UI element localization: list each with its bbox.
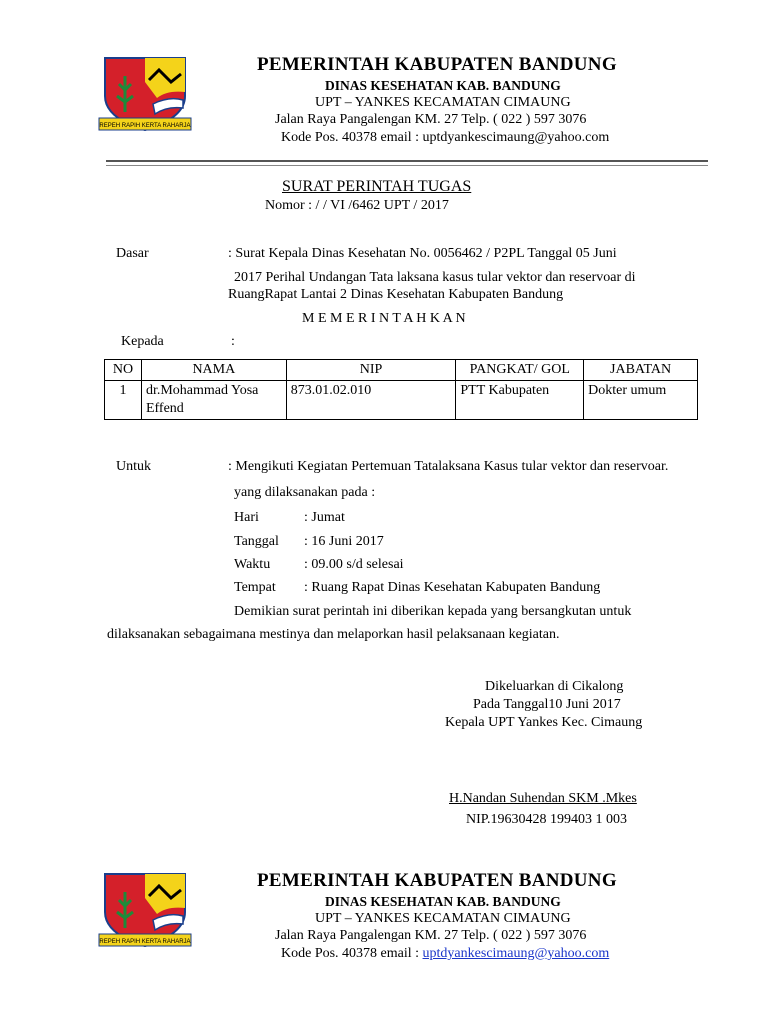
department-name: DINAS KESEHATAN KAB. BANDUNG — [325, 894, 561, 909]
signer-nip: NIP.19630428 199403 1 003 — [466, 812, 628, 827]
cell-nip: 873.01.02.010 — [286, 381, 456, 420]
header-no: NO — [105, 360, 142, 381]
postal-email-line — [281, 946, 609, 962]
closing-line-2: dilaksanakan sebagaimana mestinya dan melaporkan hasil pelaksanaan kegiatan. — [107, 627, 560, 642]
bandung-regency-emblem — [97, 52, 193, 134]
time-value: : 09.00 s/d selesai — [304, 557, 404, 572]
email-text: uptdyankescimaung@yahoo.com — [422, 130, 610, 145]
email-link[interactable]: uptdyankescimaung@yahoo.com — [422, 946, 610, 961]
purpose-line-2: yang dilaksanakan pada : — [234, 485, 376, 500]
bandung-regency-emblem — [97, 868, 193, 950]
date-value: : 16 Juni 2017 — [304, 534, 384, 549]
table-row — [105, 381, 698, 420]
time-label: Waktu — [234, 557, 271, 572]
cell-position: Dokter umum — [584, 381, 698, 420]
basis-line-1: : Surat Kepala Dinas Kesehatan No. 0056462 / P2PL Tanggal 05 Juni — [228, 246, 617, 261]
purpose-label: Untuk — [116, 459, 151, 474]
cell-rank: PTT Kabupaten — [456, 381, 584, 420]
letter-title: SURAT PERINTAH TUGAS — [282, 178, 472, 195]
basis-line-2: 2017 Perihal Undangan Tata laksana kasus tular vektor dan reservoar di — [234, 270, 636, 285]
place-value: : Ruang Rapat Dinas Kesehatan Kabupaten Bandung — [304, 580, 601, 595]
unit-name: UPT – YANKES KECAMATAN CIMAUNG — [315, 911, 571, 926]
emblem-motto: REPEH RAPIH KERTA RAHARJA — [99, 939, 191, 945]
cell-no: 1 — [105, 381, 142, 420]
recipient-colon: : — [231, 334, 235, 349]
recipient-label: Kepada — [121, 334, 164, 349]
header-rule-thick — [106, 160, 708, 162]
issued-place: Dikeluarkan di Cikalong — [485, 679, 624, 694]
cell-name-line-1: dr.Mohammad Yosa — [145, 383, 259, 398]
closing-line-1: Demikian surat perintah ini diberikan kepada yang bersangkutan untuk — [234, 604, 632, 619]
postal-email-line — [281, 130, 609, 146]
header-name: NAMA — [141, 360, 286, 381]
basis-line-3: RuangRapat Lantai 2 Dinas Kesehatan Kabupaten Bandung — [228, 287, 564, 302]
department-name: DINAS KESEHATAN KAB. BANDUNG — [325, 78, 561, 93]
office-address: Jalan Raya Pangalengan KM. 27 Telp. ( 022 ) 597 3076 — [275, 928, 587, 943]
command-heading: M E M E R I N T A H K A N — [302, 311, 466, 326]
day-value: : Jumat — [304, 510, 345, 525]
government-title: PEMERINTAH KABUPATEN BANDUNG — [257, 54, 617, 75]
letter-number: Nomor : / / VI /6462 UPT / 2017 — [265, 198, 449, 213]
purpose-line-1: : Mengikuti Kegiatan Pertemuan Tatalaksana Kasus tular vektor dan reservoar. — [228, 459, 669, 474]
header-nip: NIP — [286, 360, 456, 381]
cell-name-line-2: Effend — [145, 401, 184, 416]
postal-label: Kode Pos. 40378 email : — [281, 130, 423, 145]
day-label: Hari — [234, 510, 259, 525]
unit-name: UPT – YANKES KECAMATAN CIMAUNG — [315, 95, 571, 110]
emblem-motto: REPEH RAPIH KERTA RAHARJA — [99, 123, 191, 129]
signer-role: Kepala UPT Yankes Kec. Cimaung — [445, 715, 643, 730]
header-rank: PANGKAT/ GOL — [456, 360, 584, 381]
personnel-table — [104, 359, 698, 420]
government-title: PEMERINTAH KABUPATEN BANDUNG — [257, 870, 617, 891]
signer-name: H.Nandan Suhendan SKM .Mkes — [449, 791, 637, 806]
header-position: JABATAN — [584, 360, 698, 381]
basis-label: Dasar — [116, 246, 149, 261]
table-header-row — [105, 360, 698, 381]
cell-name — [141, 381, 286, 420]
office-address: Jalan Raya Pangalengan KM. 27 Telp. ( 022 ) 597 3076 — [275, 112, 587, 127]
date-label: Tanggal — [234, 534, 279, 549]
issued-date: Pada Tanggal10 Juni 2017 — [473, 697, 621, 712]
place-label: Tempat — [234, 580, 276, 595]
postal-label: Kode Pos. 40378 email : — [281, 946, 423, 961]
header-rule-thin — [106, 165, 708, 166]
